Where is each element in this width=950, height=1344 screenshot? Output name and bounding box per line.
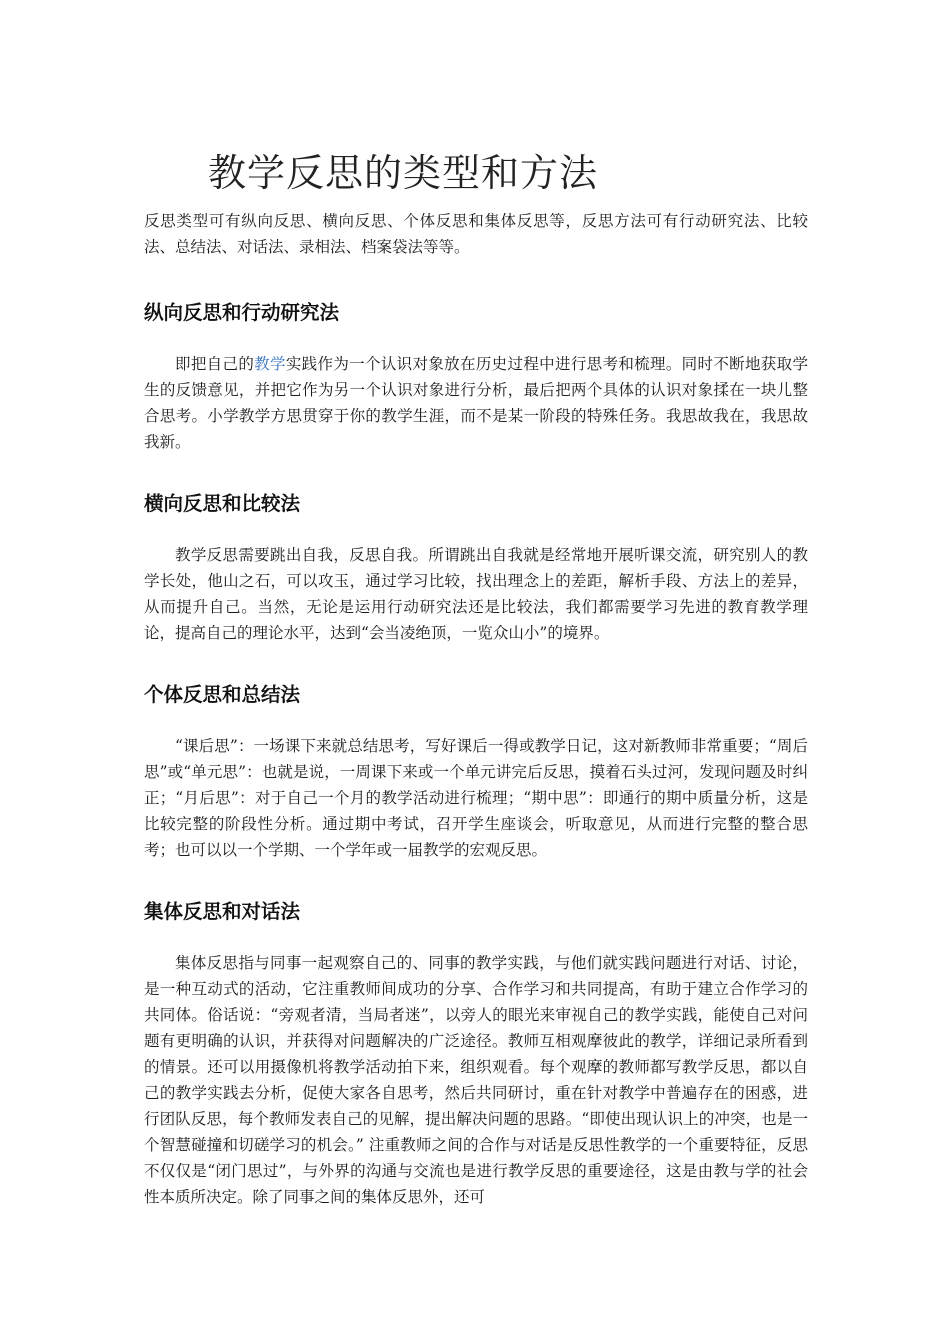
section-body-horizontal: 教学反思需要跳出自我，反思自我。所谓跳出自我就是经常地开展听课交流，研究别人的教学长处，他山之石，可以攻玉，通过学习比较，找出理念上的差距，解析手段、方法上的差异，从而提升自己。当然，无论是运用行动研究法还是比较法，我们都需要学习先进的教育教学理论，提高自己的理论水平，达到“会当凌绝顶，一览众山小”的境界。 — [144, 546, 808, 642]
section-body-vertical — [144, 351, 808, 455]
section-heading-collective: 集体反思和对话法 — [144, 900, 301, 923]
page-title: 教学反思的类型和方法 — [208, 151, 599, 195]
section-heading-individual: 个体反思和总结法 — [144, 683, 301, 706]
body-text: 实践作为一个认识对象放在历史过程中进行思考和梳理。同时不断地获取学生的反馈意见，并把它作为另一个认识对象进行分析，最后把两个具体的认识对象揉在一块儿整合思考。小学教学方思贯穿于你的教学生涯，而不是某一阶段的特殊任务。我思故我在，我思故我新。 — [144, 355, 808, 451]
teaching-link[interactable]: 教学 — [254, 355, 286, 373]
section-heading-horizontal: 横向反思和比较法 — [144, 492, 301, 515]
section-body-collective: 集体反思指与同事一起观察自己的、同事的教学实践，与他们就实践问题进行对话、讨论，是一种互动式的活动，它注重教师间成功的分享、合作学习和共同提高，有助于建立合作学习的共同体。俗话说：“旁观者清，当局者迷”，以旁人的眼光来审视自己的教学实践，能使自己对问题有更明确的认识，并获得对问题解决的广泛途径。教师互相观摩彼此的教学，详细记录所看到的情景。还可以用摄像机将教学活动拍下来，组织观看。每个观摩的教师都写教学反思，都以自己的教学实践去分析，促使大家各自思考，然后共同研讨，重在针对教学中普遍存在的困惑，进行团队反思，每个教师发表自己的见解，提出解决问题的思路。“即使出现认识上的冲突，也是一个智慧碰撞和切磋学习的机会。” 注重教师之间的合作与对话是反思性教学的一个重要特征，反思不仅仅是“闭门思过”，与外界的沟通与交流也是进行教学反思的重要途径，这是由教与学的社会性本质所决定。除了同事之间的集体反思外，还可 — [144, 954, 808, 1206]
body-text: 即把自己的 — [175, 355, 255, 373]
section-body-individual: “课后思”：一场课下来就总结思考，写好课后一得或教学日记，这对新教师非常重要；“周后思”或“单元思”：也就是说，一周课下来或一个单元讲完后反思，摸着石头过河，发现问题及时纠正；“月后思”：对于自己一个月的教学活动进行梳理；“期中思”：即通行的期中质量分析，这是比较完整的阶段性分析。通过期中考试，召开学生座谈会，听取意见，从而进行完整的整合思考；也可以以一个学期、一个学年或一届教学的宏观反思。 — [144, 737, 808, 859]
intro-paragraph: 反思类型可有纵向反思、横向反思、个体反思和集体反思等，反思方法可有行动研究法、比较法、总结法、对话法、录相法、档案袋法等等。 — [144, 212, 808, 256]
section-heading-vertical: 纵向反思和行动研究法 — [144, 301, 340, 324]
